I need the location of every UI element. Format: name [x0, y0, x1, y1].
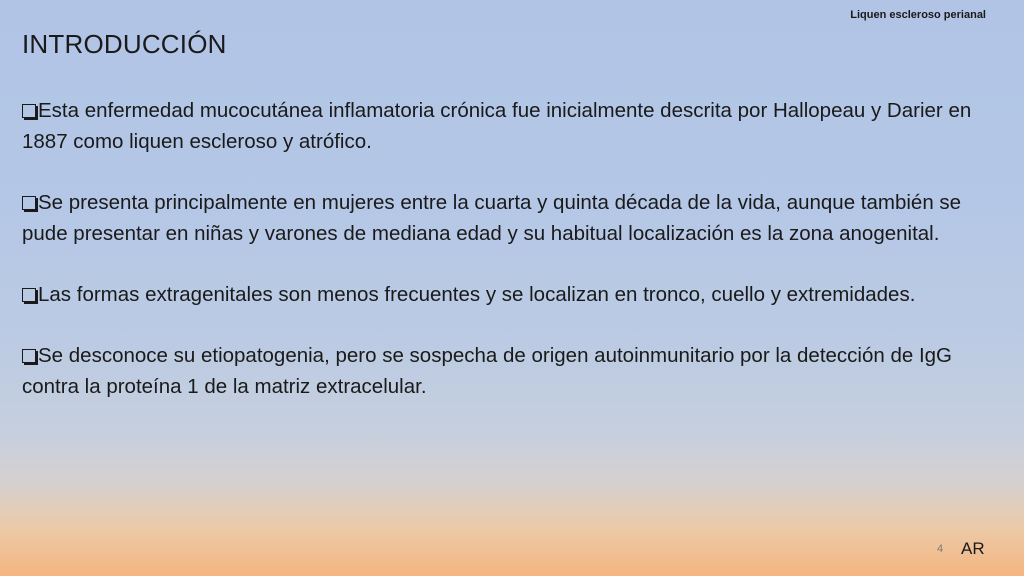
- checkbox-square-icon: [22, 196, 36, 210]
- bullet-item: [22, 279, 1012, 310]
- checkbox-square-icon: [22, 288, 36, 302]
- bullet-text: Esta enfermedad mucocutánea inflamatoria crónica fue inicialmente descrita por Hallopeau y Darier en 1887 como liquen escleroso y atrófico.: [22, 99, 972, 153]
- page-number: 4: [937, 543, 944, 555]
- slide-content: [22, 95, 1012, 432]
- footer-tag: AR: [961, 539, 985, 558]
- checkbox-square-icon: [22, 104, 36, 118]
- slide-title: INTRODUCCIÓN: [22, 29, 227, 59]
- header-note: Liquen escleroso perianal: [850, 9, 986, 21]
- bullet-text: Se desconoce su etiopatogenia, pero se sospecha de origen autoinmunitario por la detección de IgG contra la proteína 1 de la matriz extracelular.: [22, 344, 953, 398]
- bullet-text: Las formas extragenitales son menos frecuentes y se localizan en tronco, cuello y extremidades.: [38, 283, 916, 306]
- bullet-text: Se presenta principalmente en mujeres entre la cuarta y quinta década de la vida, aunque también se pude presentar en niñas y varones de mediana edad y su habitual localización es la zona anogenital.: [22, 191, 962, 245]
- bullet-item: [22, 187, 1012, 249]
- bullet-item: [22, 95, 1012, 157]
- bullet-item: [22, 340, 1012, 402]
- checkbox-square-icon: [22, 349, 36, 363]
